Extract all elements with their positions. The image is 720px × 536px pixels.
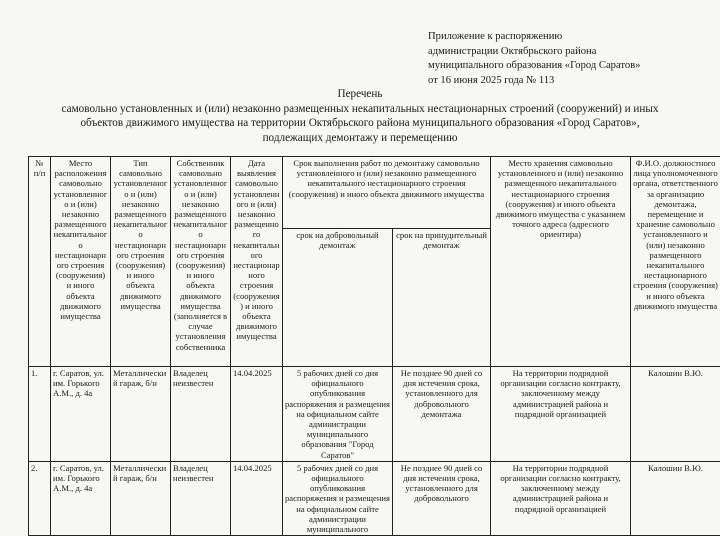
title-line: самовольно установленных и (или) незаконно размещенных некапитальных нестационарных строений (сооружений) и иных — [0, 102, 720, 117]
header-deadline-group: Срок выполнения работ по демонтажу самовольно установленного и (или) незаконно размещенного некапитального нестационарного строения (сооружения) и иного объекта движимого имущества — [283, 157, 491, 229]
cell-storage: На территории подрядной организации согласно контракту, заключенному между администрацией района и подрядной организацией — [491, 367, 631, 462]
header-owner: Собственник самовольно установленного и (или) незаконно размещенного некапитального нестационарного строения (сооружения) и иного объекта движимого имущества (заполняется в случае установления собственника — [171, 157, 231, 367]
cell-forced: Не позднее 90 дней со дня истечения срока, установленного для добровольного демонтажа — [393, 367, 491, 462]
cell-voluntary: 5 рабочих дней со дня официального опубликования распоряжения и размещения на официальном сайте администрации муниципального образования "Город Саратов" — [283, 367, 393, 462]
title-line: объектов движимого имущества на территории Октябрьского района муниципального образования «Город Саратов», — [0, 116, 720, 131]
annex-line: администрации Октябрьского района — [428, 45, 640, 60]
cell-owner: Владелец неизвестен — [171, 461, 231, 535]
cell-owner: Владелец неизвестен — [171, 367, 231, 462]
header-type: Тип самовольно установленного и (или) незаконно размещенного некапитального нестационарного строения (сооружения) и иного объекта движимого имущества — [111, 157, 171, 367]
cell-responsible: Калошин В.Ю. — [631, 461, 720, 535]
cell-storage: На территории подрядной организации согласно контракту, заключенному между администрацией района и подрядной организацией — [491, 461, 631, 535]
cell-type: Металлический гараж, б/н — [111, 367, 171, 462]
annex-line: Приложение к распоряжению — [428, 30, 640, 45]
cell-num: 1. — [29, 367, 51, 462]
annex-line: муниципального образования «Город Саратов» — [428, 59, 640, 74]
header-forced: срок на принудительный демонтаж — [393, 229, 491, 367]
header-voluntary: срок на добровольный демонтаж — [283, 229, 393, 367]
annex-line: от 16 июня 2025 года № 113 — [428, 74, 640, 89]
annex-block — [428, 30, 640, 88]
title-line: подлежащих демонтажу и перемещению — [0, 131, 720, 146]
document-title — [0, 87, 720, 145]
table-row — [29, 461, 720, 535]
cell-date: 14.04.2025 — [231, 367, 283, 462]
cell-num: 2. — [29, 461, 51, 535]
header-responsible: Ф.И.О. должностного лица уполномоченного органа, ответственного за организацию демонтажа, перемещение и хранение самовольно установленного и (или) незаконно размещенного некапитального нестационарного строения (сооружения) и иного объекта движимого имущества — [631, 157, 720, 367]
cell-forced: Не позднее 90 дней со дня истечения срока, установленного для добровольного — [393, 461, 491, 535]
header-storage: Место хранения самовольно установленного и (или) незаконно размещенного некапитального нестационарного строения (сооружения) и иного объекта движимого имущества с указанием точного адреса (адресного ориентира) — [491, 157, 631, 367]
title-line: Перечень — [0, 87, 720, 102]
cell-responsible: Калошин В.Ю. — [631, 367, 720, 462]
header-location: Место расположения самовольно установленного и (или) незаконно размещенного некапитального нестационарного строения (сооружения) и иного объекта движимого имущества — [51, 157, 111, 367]
cell-location: г. Саратов, ул. им. Горького А.М., д. 4а — [51, 367, 111, 462]
header-num: № п/п — [29, 157, 51, 367]
cell-voluntary: 5 рабочих дней со дня официального опубликования распоряжения и размещения на официальном сайте администрации муниципального — [283, 461, 393, 535]
objects-table — [28, 156, 720, 536]
table-row — [29, 367, 720, 462]
header-date: Дата выявления самовольно установленного и (или) незаконно размещенного некапитального нестационарного строения (сооружения) и иного объекта движимого имущества — [231, 157, 283, 367]
cell-type: Металлический гараж, б/н — [111, 461, 171, 535]
cell-location: г. Саратов, ул. им. Горького А.М., д. 4а — [51, 461, 111, 535]
cell-date: 14.04.2025 — [231, 461, 283, 535]
